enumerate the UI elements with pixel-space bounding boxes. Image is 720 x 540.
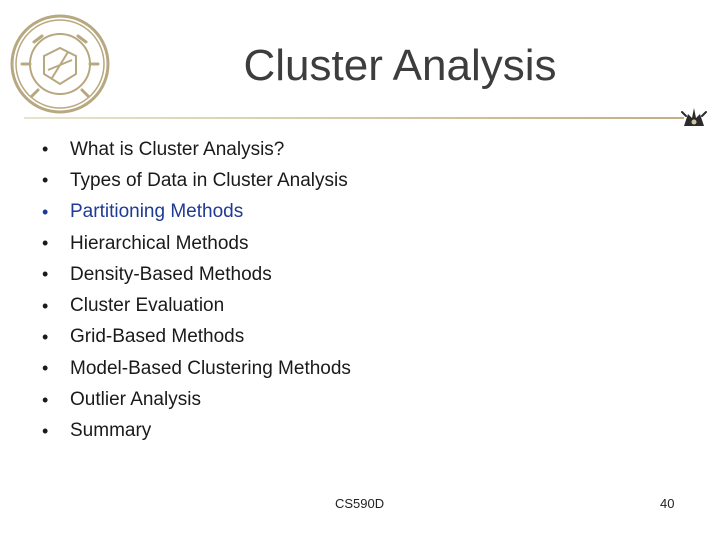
bullet-text: Summary — [70, 420, 152, 442]
bullet-text: Density-Based Methods — [70, 263, 272, 285]
bullet-item — [42, 134, 351, 165]
bullet-text: Types of Data in Cluster Analysis — [70, 169, 348, 191]
bullet-item-current — [42, 197, 351, 228]
bullet-marker: • — [42, 233, 49, 254]
slide-title: Cluster Analysis — [243, 41, 557, 90]
bullet-item — [42, 290, 351, 321]
bullet-marker: • — [42, 170, 49, 191]
bullet-marker: • — [42, 389, 49, 410]
bullet-item — [42, 384, 351, 415]
bullet-item — [42, 165, 351, 196]
title-divider — [24, 117, 684, 119]
university-seal-icon — [8, 12, 112, 116]
bullet-text: Grid-Based Methods — [70, 326, 245, 348]
footer-course: CS590D — [335, 496, 385, 511]
bullet-text: Outlier Analysis — [70, 389, 201, 411]
bullet-text: Partitioning Methods — [70, 201, 244, 223]
bullet-marker: • — [42, 201, 49, 222]
bullet-marker: • — [42, 358, 49, 379]
bullet-marker: • — [42, 295, 49, 316]
griffin-crest-icon — [680, 104, 708, 132]
bullet-text: What is Cluster Analysis? — [70, 138, 285, 160]
bullet-text: Cluster Evaluation — [70, 295, 225, 317]
bullet-item — [42, 228, 351, 259]
footer-page-number: 40 — [660, 496, 675, 511]
bullet-text: Hierarchical Methods — [70, 232, 249, 254]
bullet-text: Model-Based Clustering Methods — [70, 357, 351, 379]
bullet-list — [42, 134, 351, 447]
bullet-item — [42, 416, 351, 447]
bullet-item — [42, 322, 351, 353]
bullet-marker: • — [42, 264, 49, 285]
bullet-item — [42, 353, 351, 384]
bullet-marker: • — [42, 420, 49, 441]
bullet-marker: • — [42, 139, 49, 160]
bullet-marker: • — [42, 326, 49, 347]
bullet-item — [42, 259, 351, 290]
